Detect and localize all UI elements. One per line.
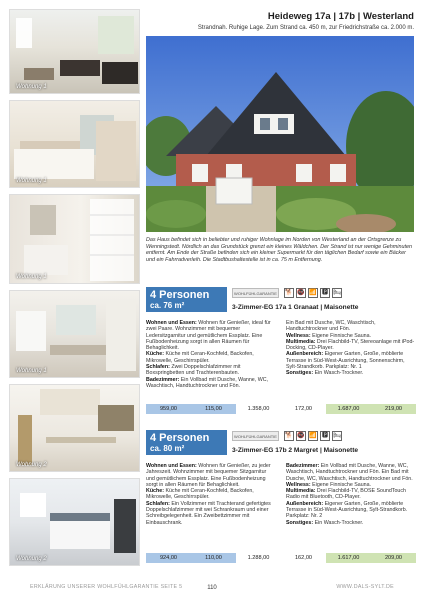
no-smoking-icon: 🚭 xyxy=(297,433,305,439)
photo-kitchen xyxy=(9,290,140,378)
photo-living-room xyxy=(9,9,140,94)
footer-guarantee-note: ERKLÄRUNG UNSERER WOHLFÜHLGARANTIE SEITE 5 xyxy=(30,584,183,590)
living-room-illustration xyxy=(10,10,140,94)
persons-count: 4 Personen xyxy=(150,432,210,444)
price-cell: 115,00 xyxy=(191,404,236,414)
price-cell: 172,00 xyxy=(294,406,313,412)
photo-bedroom xyxy=(9,100,140,188)
apartment-2-details-right xyxy=(286,463,416,526)
apartment-2-persons-box xyxy=(146,430,227,455)
wellbeing-badge: WOHLFÜHLGARANTIE xyxy=(232,431,279,441)
detail-entry: Sonstiges: Ein Wasch-Trockner. xyxy=(286,519,364,526)
footer-website-link[interactable]: WWW.DALS-SYLT.DE xyxy=(336,584,394,590)
apartment-1-details-left xyxy=(146,320,274,389)
price-cell: 1.617,00 xyxy=(326,553,371,563)
photo-bedroom-2 xyxy=(9,478,140,566)
apartment-1-persons-box xyxy=(146,287,227,312)
dining-illustration xyxy=(10,385,140,472)
bed-icon: 🛏 xyxy=(333,433,341,439)
kitchen-illustration xyxy=(10,291,140,378)
detail-entry: Außenbereich: Eigener Garten, Große, möblierte Terrasse in Süd-West-Ausrichtung, Sonnenschirm, Sylt-Strandkorb. Parkplatz: Nr. 1 xyxy=(286,351,405,371)
photo-caption: Wohnung 2 xyxy=(16,462,47,468)
detail-entry: Multimedia: Drei Flachbild-TV, BOSE SoundTouch Radio mit Bluetooth, CD-Player. xyxy=(286,488,406,501)
price-cell: 110,00 xyxy=(191,553,236,563)
apartment-name: 3-Zimmer-EG 17b 2 Margret | Maisonette xyxy=(232,447,359,454)
dog-icon: 🐕 xyxy=(285,290,293,296)
wellbeing-badge: WOHLFÜHLGARANTIE xyxy=(232,288,279,298)
bedroom2-illustration xyxy=(10,479,140,566)
photo-dining xyxy=(9,384,140,472)
amenity-icons xyxy=(284,288,342,298)
bathroom-illustration xyxy=(10,195,140,284)
detail-entry: Sonstiges: Ein Wasch-Trockner. xyxy=(286,370,364,377)
house-illustration xyxy=(146,36,414,232)
apartment-size: ca. 76 m² xyxy=(150,301,185,310)
persons-count: 4 Personen xyxy=(150,289,210,301)
apartment-name: 3-Zimmer-EG 17a 1 Granaat | Maisonette xyxy=(232,304,359,311)
detail-entry: Ein Bad mit Dusche, WC, Waschtisch, Handtuchtrockner und Fön. xyxy=(286,320,376,333)
wifi-icon: 📶 xyxy=(309,290,317,296)
amenity-icons xyxy=(284,431,342,441)
photo-caption: Wohnung 1 xyxy=(16,84,47,90)
parking-icon: 🅿 xyxy=(321,290,328,296)
detail-entry: Wohnen und Essen: Wohnen für Genießer, zu jeder Jahreszeit. Wohnzimmer mit bequemer Sitzgarnitur und gemütlichem Essplatz. Eine Fußbodenheizung sorgt in allen Räumen für Behaglichkeit. xyxy=(146,463,271,488)
house-description: Das Haus befindet sich in beliebter und ruhiger Wohnlage im Norden von Westerland an der Ortsgrenze zu Wenningstedt. Nördlich an das Grundstück grenzt ein kleines Wäldchen. Der Strand ist nur wenige Gehminuten entfernt. Am Ende der Straße befinden sich ein kleiner Supermarkt für den täglichen Bedarf sowie ein Bäcker und ein Fahrradverleih. Die Stadtbushaltestelle ist in ca. 75 m Entfernung. xyxy=(146,237,412,263)
detail-entry: Wohnen und Essen: Wohnen für Genießer, ideal für zwei Paare. Wohnzimmer mit bequemer Ledersitzgarnitur und gemütlichem Essplatz. Eine Fußbodenheizung sorgt in allen Räumen für Behaglichkeit. xyxy=(146,320,271,352)
detail-entry: Wellness: Eigene Finnische Sauna. xyxy=(286,332,372,339)
photo-caption: Wohnung 1 xyxy=(16,368,47,374)
detail-entry: Badezimmer: Ein Vollbad mit Dusche, Wanne, WC, Waschtisch, Handtuchtrockner und Fön. Ein Bad mit Dusche, WC, Waschtisch, Handtuchtrockner und Fön. xyxy=(286,463,413,482)
price-cell: 219,00 xyxy=(371,404,416,414)
detail-entry: Multimedia: Drei Flachbild-TV, Stereoanlage mit iPod-Docking, CD-Player. xyxy=(286,338,415,352)
page-title: Heideweg 17a | 17b | Westerland xyxy=(267,11,414,22)
apartment-size: ca. 80 m² xyxy=(150,444,185,453)
price-cell: 209,00 xyxy=(371,553,416,563)
no-smoking-icon: 🚭 xyxy=(297,290,305,296)
page-number: 110 xyxy=(207,585,217,591)
price-cell: 1.358,00 xyxy=(247,406,270,412)
detail-entry: Schlafen: Zwei Doppelschlafzimmer mit Boxspringbetten und Trachterenbauten. xyxy=(146,364,241,377)
price-cell: 959,00 xyxy=(146,404,191,414)
detail-entry: Küche: Küche mit Ceran-Kochfeld, Backofen, Mikrowelle, Geschirrspüler. xyxy=(146,488,254,501)
detail-entry: Schlafen: Ein Vollzimmer mit Trachterand gefertigtes Doppelschlafzimmer mit wei Schrankraum und einer Schreibgelegenheit. Ein Zweibettzimmer mit Einbauschrank. xyxy=(146,500,271,526)
dog-icon: 🐕 xyxy=(285,433,293,439)
detail-entry: Wellness: Eigene Finnische Sauna. xyxy=(286,481,372,488)
price-cell: 924,00 xyxy=(146,553,191,563)
detail-entry: Außenbereich: Eigener Garten, Große, möblierte Terrasse in Süd-West-Ausrichtung, Sylt-Strandkorb. Parkplatz: Nr. 2 xyxy=(286,500,408,520)
house-photo xyxy=(146,36,414,232)
apartment-1-details-right xyxy=(286,320,416,377)
detail-entry: Küche: Küche mit Ceran-Kochfeld, Backofen, Mikrowelle, Geschirrspüler. xyxy=(146,351,254,364)
apartment-1-price-bar xyxy=(146,404,416,414)
photo-caption: Wohnung 1 xyxy=(16,274,47,280)
wifi-icon: 📶 xyxy=(309,433,317,439)
photo-caption: Wohnung 1 xyxy=(16,178,47,184)
photo-bathroom xyxy=(9,194,140,284)
detail-entry: Badezimmer: Ein Vollbad mit Dusche, Wanne, WC, Waschtisch, Handtuchtrockner und Fön. xyxy=(146,376,268,389)
parking-icon: 🅿 xyxy=(321,433,328,439)
price-cell: 1.687,00 xyxy=(326,404,371,414)
price-cell: 162,00 xyxy=(294,555,313,561)
bedroom-illustration xyxy=(10,101,140,188)
price-cell: 1.288,00 xyxy=(247,555,270,561)
page-subtitle: Strandnah. Ruhige Lage. Zum Strand ca. 450 m, zur Friedrichstraße ca. 2.000 m. xyxy=(197,25,414,31)
apartment-2-details-left xyxy=(146,463,274,526)
bed-icon: 🛏 xyxy=(333,290,341,296)
apartment-2-price-bar xyxy=(146,553,416,563)
photo-caption: Wohnung 2 xyxy=(16,556,47,562)
